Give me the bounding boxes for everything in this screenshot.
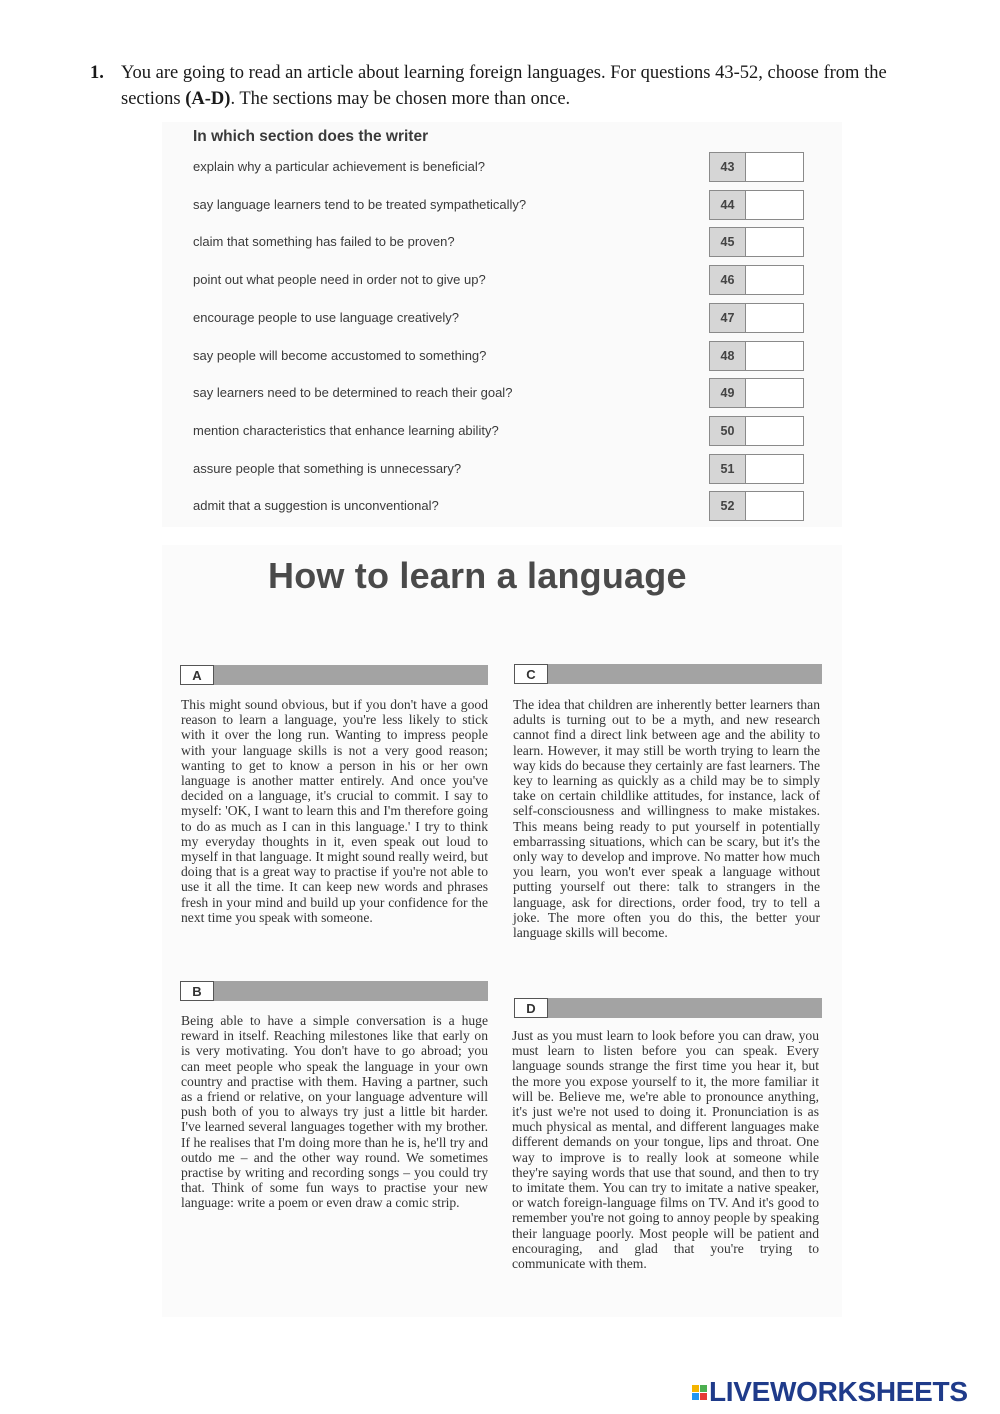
answer-box[interactable]: [746, 303, 804, 333]
question-text: say learners need to be determined to reach their goal?: [193, 385, 513, 401]
question-number-label: 44: [709, 190, 746, 220]
question-row: [0, 152, 1000, 184]
question-number: 1.: [90, 63, 104, 83]
question-text: point out what people need in order not to give up?: [193, 272, 486, 288]
question-number-label: 50: [709, 416, 746, 446]
question-row: [0, 416, 1000, 448]
instruction-text-end: . The sections may be chosen more than once.: [230, 89, 571, 109]
section-d-text: Just as you must learn to look before you can draw, you must learn to listen before you can speak. Every language sounds strange the first time you hear it, but the more you expose yourself to it, the more familiar it will be. Believe me, we're able to pronounce anything, it's just we're not used to doing it. Pronunciation is as much physical as mental, and different languages make different demands on your tongue, lips and throat. One way to improve is to really look at someone while they're saying words that use that sound, and then to try to imitate them. You can try to imitate a native speaker, or watch foreign-language films on TV. And it's good to remember you're not going to annoy people by speaking their language poorly. Most people will be patient and encouraging, and glad that you're trying to communicate with them.: [512, 1028, 819, 1272]
instruction-text-part: You are going to read an article about learning foreign languages. For questions 43-52, choose from the sections: [121, 63, 887, 109]
answer-box[interactable]: [746, 190, 804, 220]
question-text: say language learners tend to be treated sympathetically?: [193, 196, 527, 212]
question-row: [0, 378, 1000, 410]
section-b-text: Being able to have a simple conversation is a huge reward in itself. Reaching milestones like that early on is very motivating. You don't have to go abroad; you can meet people who speak the language in your own country and practise with them. Having a partner, such as a friend or relative, on your language adventure will push both of you to always try just a little bit harder. I've learned several languages together with my brother. If he realises that I'm doing more than he is, he'll try and outdo me – and the other way round. We sometimes practise by writing and recording songs – you could try that. Think of some fun ways to practise your new language: write a poem or even draw a comic strip.: [181, 1013, 488, 1211]
question-heading: In which section does the writer: [193, 128, 429, 145]
answer-box[interactable]: [746, 152, 804, 182]
question-number-label: 49: [709, 378, 746, 408]
question-row: [0, 491, 1000, 523]
section-d-header: [514, 998, 822, 1018]
instruction: [90, 60, 940, 112]
section-a-label: A: [180, 665, 214, 685]
logo-squares-icon: [692, 1385, 707, 1400]
question-number-label: 51: [709, 454, 746, 484]
question-number-label: 47: [709, 303, 746, 333]
logo-square: [692, 1385, 699, 1392]
section-c-label: C: [514, 664, 548, 684]
logo-text: LIVEWORKSHEETS: [709, 1376, 968, 1407]
question-row: [0, 454, 1000, 486]
question-number-label: 46: [709, 265, 746, 295]
answer-box[interactable]: [746, 378, 804, 408]
question-number-label: 52: [709, 491, 746, 521]
question-number-label: 43: [709, 152, 746, 182]
answer-box[interactable]: [746, 227, 804, 257]
question-number-label: 48: [709, 341, 746, 371]
question-text: claim that something has failed to be proven?: [193, 234, 455, 250]
question-text: explain why a particular achievement is beneficial?: [193, 159, 485, 174]
section-b-label: B: [180, 981, 214, 1001]
answer-box[interactable]: [746, 454, 804, 484]
question-number-label: 45: [709, 227, 746, 257]
question-text: assure people that something is unnecessary?: [193, 460, 462, 476]
question-text: admit that a suggestion is unconventional?: [193, 498, 439, 514]
question-row: [0, 265, 1000, 297]
answer-box[interactable]: [746, 491, 804, 521]
question-text: encourage people to use language creatively?: [193, 309, 459, 325]
question-row: [0, 190, 1000, 222]
logo-square: [700, 1393, 707, 1400]
instruction-bold-part: (A-D): [185, 89, 231, 109]
answer-box[interactable]: [746, 265, 804, 295]
article-title: How to learn a language: [268, 555, 687, 596]
question-row: [0, 303, 1000, 335]
logo-square: [692, 1393, 699, 1400]
logo-square: [700, 1385, 707, 1392]
answer-box[interactable]: [746, 341, 804, 371]
question-text: say people will become accustomed to something?: [193, 347, 487, 363]
question-text: mention characteristics that enhance learning ability?: [193, 422, 499, 438]
question-row: [0, 341, 1000, 373]
liveworksheets-logo: [692, 1376, 968, 1408]
section-b-header: [180, 981, 488, 1001]
section-a-text: This might sound obvious, but if you don't have a good reason to learn a language, you're less likely to stick with it over the long run. Wanting to impress people with your language skills is not a very good reason; wanting to get to know a person in his or her own language is another matter entirely. And once you've decided on a language, it's crucial to commit. I say to myself: 'OK, I want to learn this and I'm therefore going to do as much as I can in this language.' I try to think my everyday thoughts in it, even speak out loud to myself in that language. It might sound really weird, but doing that is a great way to practise if you're not able to use it all the time. It can keep new words and phrases fresh in your mind and build up your confidence for the next time you speak with someone.: [181, 697, 488, 925]
section-d-label: D: [514, 998, 548, 1018]
section-c-header: [514, 664, 822, 684]
answer-box[interactable]: [746, 416, 804, 446]
instruction-text: [121, 60, 940, 112]
section-a-header: [180, 665, 488, 685]
question-row: [0, 227, 1000, 259]
section-c-text: The idea that children are inherently better learners than adults is turning out to be a myth, and new research cannot find a direct link between age and the ability to learn. However, it may still be worth trying to learn the way kids do because they certainly are fast learners. The key to learning as quickly as a child may be to simply take on certain childlike attitudes, for instance, lack of self-consciousness and willingness to make mistakes. This means being ready to put yourself in potentially embarrassing situations, which can be scary, but it's the only way to develop and improve. No matter how much you learn, you won't ever speak a language without putting yourself out there: talk to strangers in the language, ask for directions, order food, try to tell a joke. The more often you do this, the better your language skills will become.: [513, 697, 820, 941]
